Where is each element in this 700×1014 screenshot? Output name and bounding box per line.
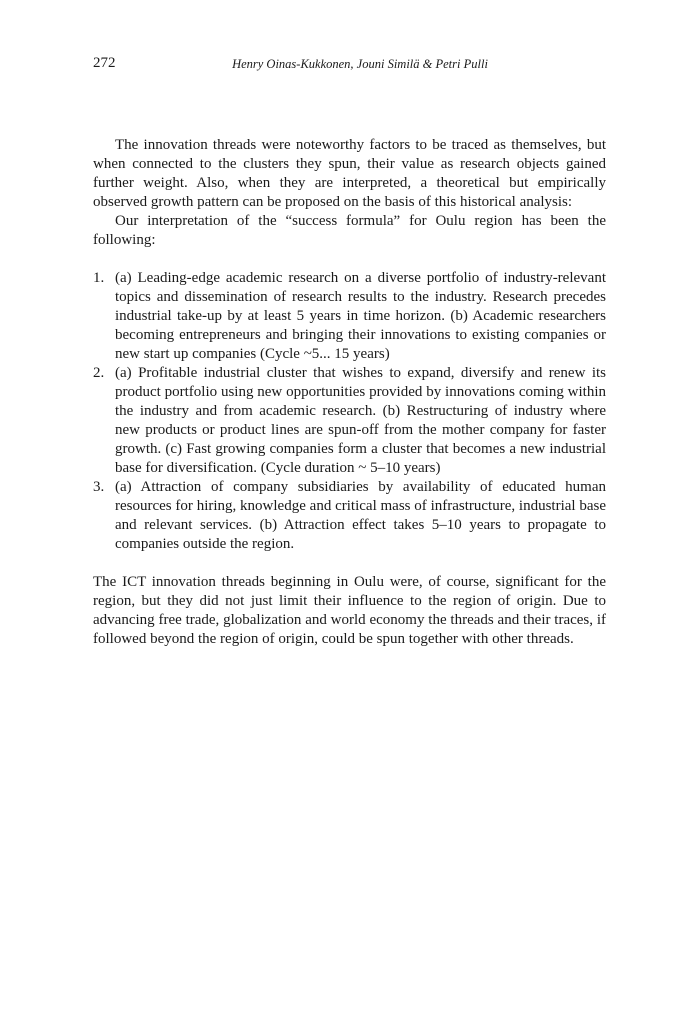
- list-item-text: (a) Profitable industrial cluster that wishes to expand, diversify and renew its product portfolio using new opportunities provided by innovations coming within the industry and from academic research. (b) Restructuring of industry where new products or product lines are spun-off from the mother company for faster growth. (c) Fast growing companies form a cluster that becomes a new industrial base for diversification. (Cycle duration ~ 5–10 years): [115, 365, 606, 476]
- list-item-text: (a) Leading-edge academic research on a diverse portfolio of industry-relevant topics and dissemination of research results to the industry. Research precedes industrial take-up by at least 5 years in time horizon. (b) Academic researchers becoming entrepreneurs and bringing their innovations to existing companies or new start up companies (Cycle ~5... 15 years): [115, 270, 606, 362]
- list-item-text: (a) Attraction of company subsidiaries by availability of educated human resources for hiring, knowledge and critical mass of infrastructure, industrial base and relevant services. (b) Attraction effect takes 5–10 years to propagate to companies outside the region.: [115, 479, 606, 552]
- body-text: [93, 136, 606, 649]
- paragraph-3: The ICT innovation threads beginning in Oulu were, of course, significant for the region, but they did not just limit their influence to the region of origin. Due to advancing free trade, globalization and world economy the threads and their traces, if followed beyond the region of origin, could be spun together with other threads.: [93, 574, 606, 647]
- paragraph-1: The innovation threads were noteworthy factors to be traced as themselves, but when connected to the clusters they spun, their value as research objects gained further weight. Also, when they are interpreted, a theoretical but empirically observed growth pattern can be proposed on the basis of this historical analysis:: [93, 137, 606, 210]
- list-item: [93, 269, 606, 364]
- running-head: Henry Oinas-Kukkonen, Jouni Similä & Petri Pulli: [232, 57, 488, 71]
- list-item-number: 2.: [93, 365, 105, 381]
- list-item-number: 3.: [93, 479, 105, 495]
- list-item-number: 1.: [93, 270, 105, 286]
- page-number: 272: [93, 55, 116, 71]
- paragraph-2: Our interpretation of the “success formula” for Oulu region has been the following:: [93, 213, 606, 248]
- list-item: [93, 478, 606, 554]
- success-formula-list: [93, 269, 606, 554]
- list-item: [93, 364, 606, 478]
